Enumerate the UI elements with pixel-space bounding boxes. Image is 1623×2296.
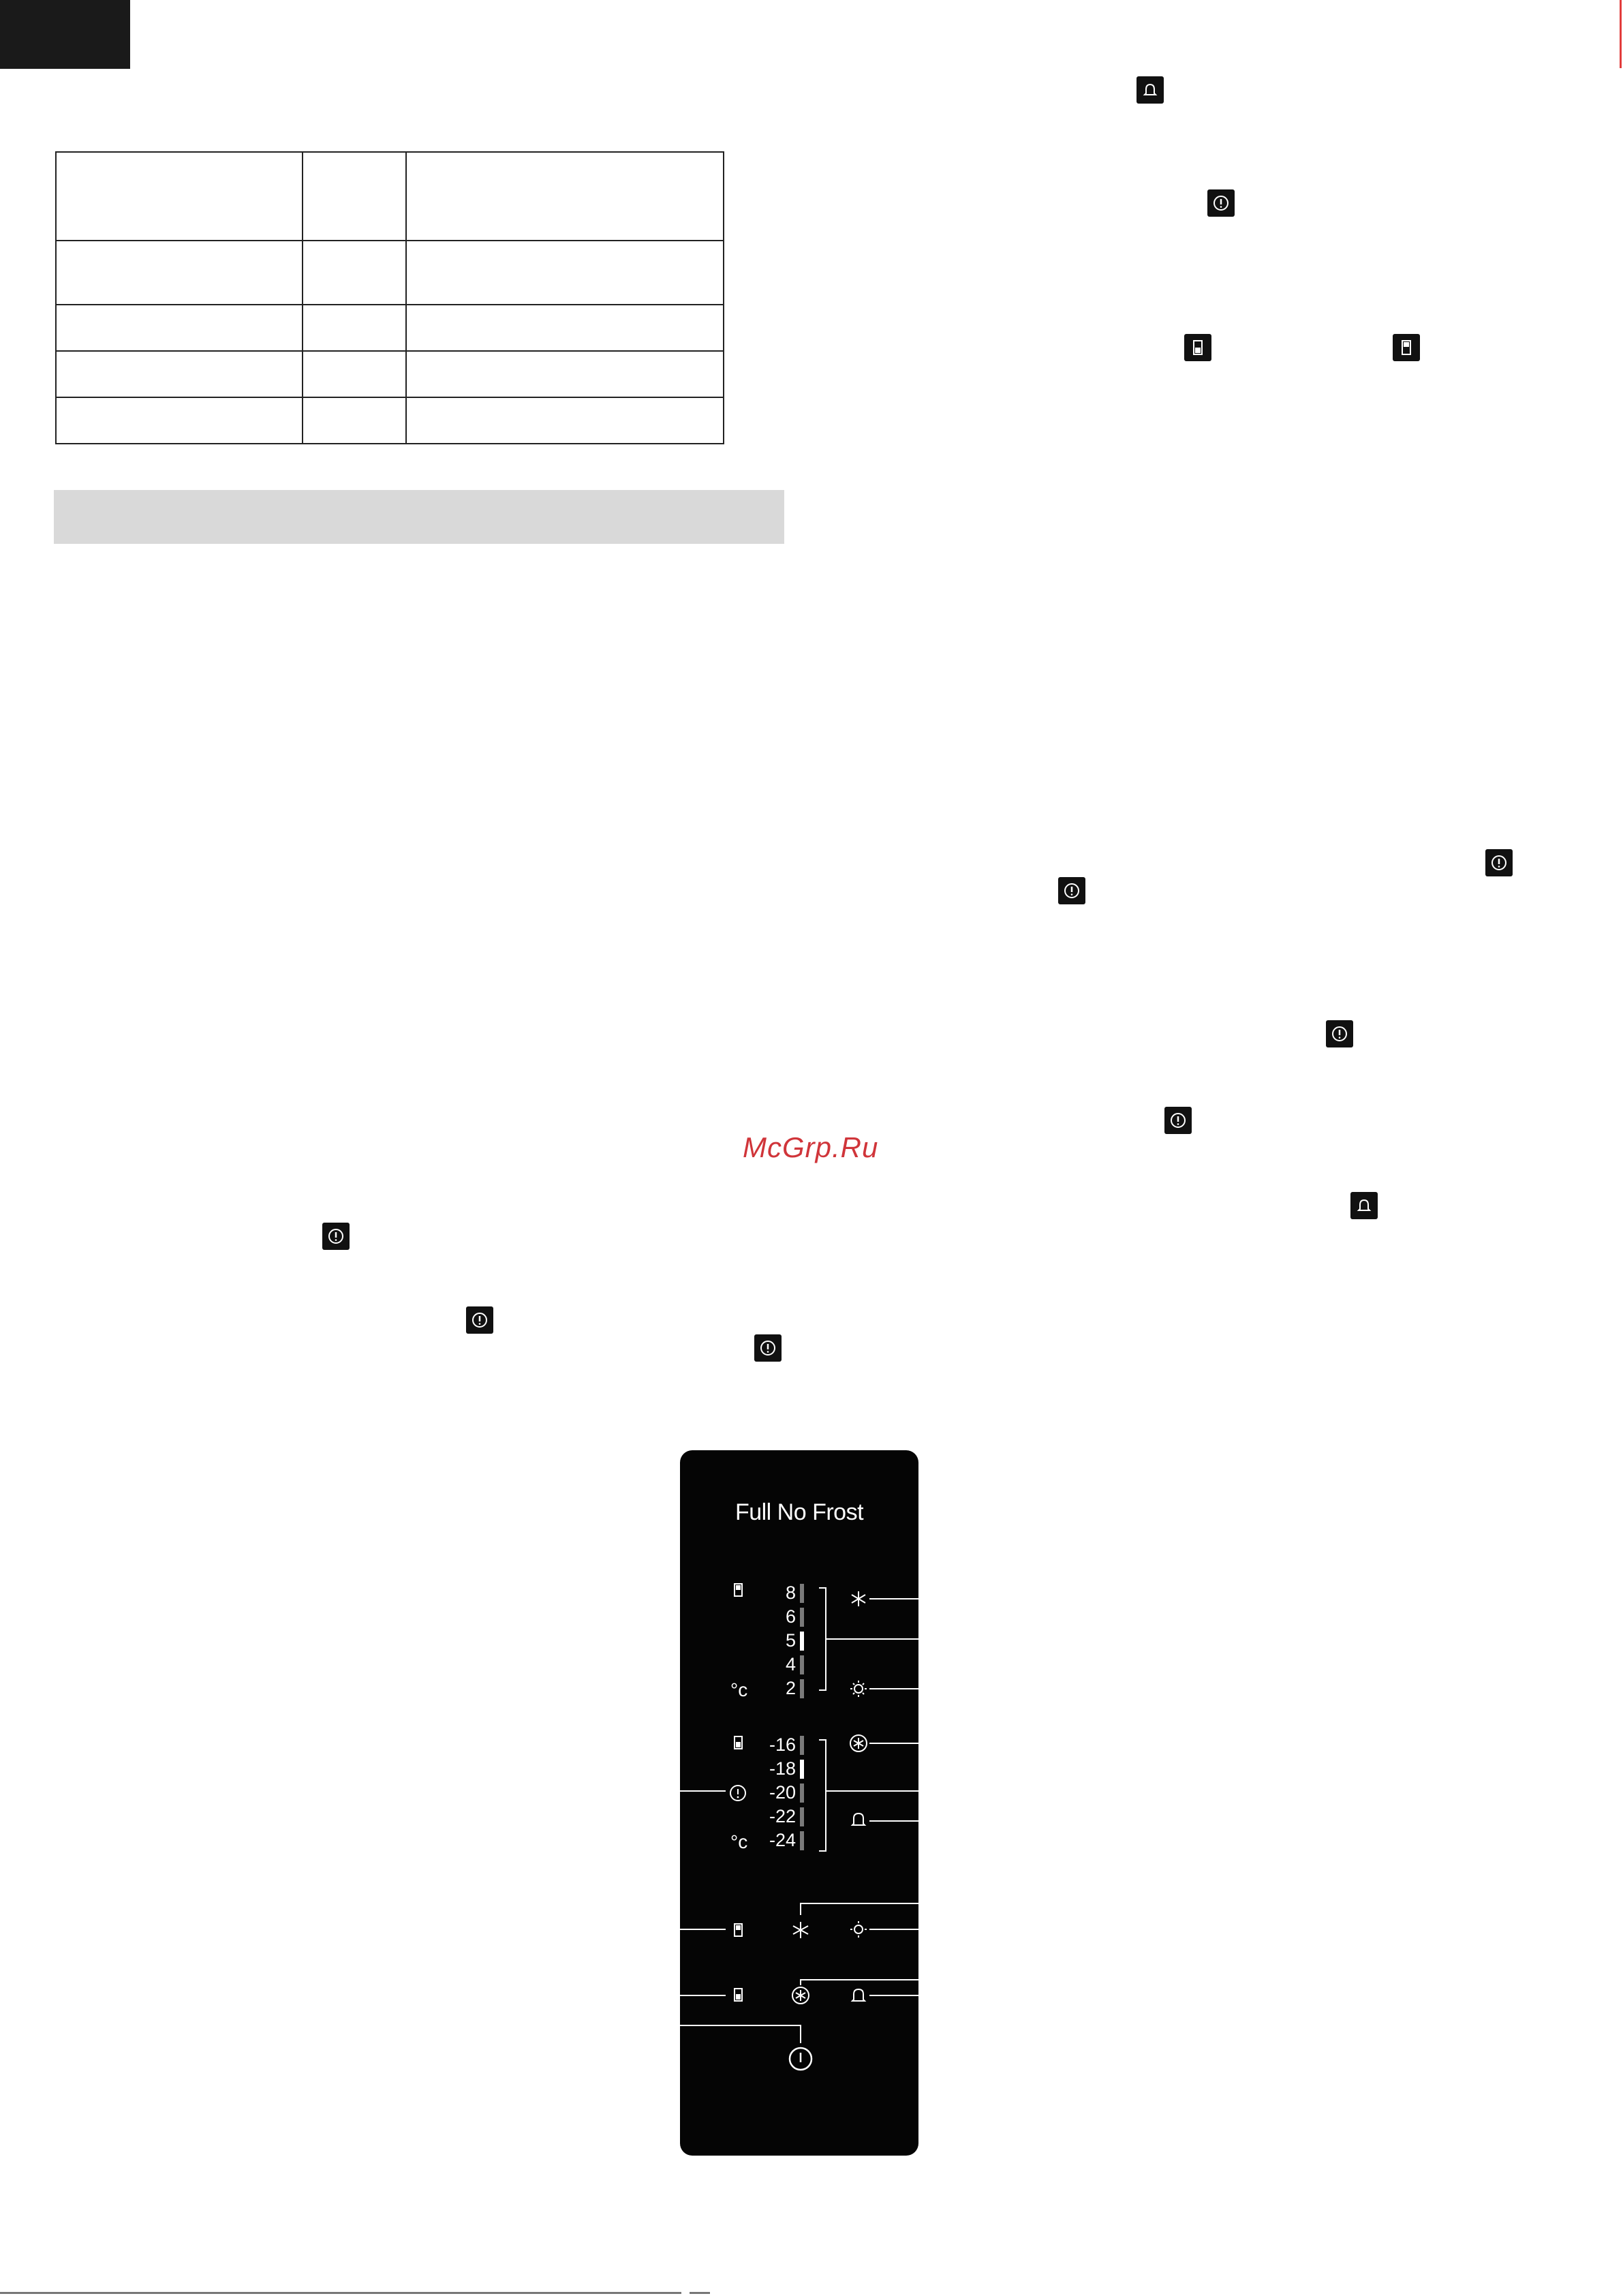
sun-icon <box>850 1681 867 1697</box>
bell-icon <box>1137 76 1164 104</box>
table-cell <box>406 397 724 444</box>
table-row <box>56 305 724 351</box>
table-row <box>56 397 724 444</box>
super-cool-button-icon <box>793 1922 808 1938</box>
panel-graphics <box>640 1450 961 2159</box>
fridge-temp-label: 8 <box>785 1582 796 1603</box>
freezer-temp-label: -22 <box>769 1806 796 1826</box>
table-row <box>56 351 724 397</box>
freezer-button-icon <box>735 1989 742 2001</box>
freezer-temp-label: -20 <box>769 1782 796 1803</box>
freezer-compartment-icon <box>1184 334 1211 361</box>
table-cell <box>406 152 724 241</box>
power-icon <box>1058 877 1085 904</box>
fridge-indicator-icon <box>735 1584 742 1596</box>
power-icon <box>1164 1107 1192 1134</box>
power-icon <box>1485 849 1513 876</box>
fridge-button-icon <box>735 1924 742 1936</box>
page-corner-tab <box>0 0 130 69</box>
table-cell <box>56 305 303 351</box>
fridge-unit-label: °c <box>730 1679 748 1700</box>
freezer-temp-label: -18 <box>769 1758 796 1779</box>
super-cool-icon <box>852 1591 865 1606</box>
table-cell <box>406 351 724 397</box>
bell-icon <box>852 1813 865 1825</box>
alarm-indicator-icon <box>730 1786 745 1801</box>
super-freeze-button-icon <box>792 1987 809 2004</box>
fridge-compartment-icon <box>1393 334 1420 361</box>
table-cell <box>303 351 406 397</box>
footer-rule <box>690 2292 710 2294</box>
table-cell <box>56 397 303 444</box>
section-heading-bar <box>54 490 784 544</box>
power-icon <box>754 1334 782 1362</box>
page-edge-mark <box>1620 0 1622 68</box>
table-row <box>56 241 724 305</box>
table-cell <box>303 152 406 241</box>
fridge-temp-label: 5 <box>785 1630 796 1651</box>
table-cell <box>406 241 724 305</box>
power-icon <box>1207 189 1235 217</box>
table-cell <box>303 397 406 444</box>
freezer-unit-label: °c <box>730 1831 748 1852</box>
power-icon <box>322 1223 350 1250</box>
table-cell <box>56 241 303 305</box>
freezer-temp-label: -16 <box>769 1734 796 1755</box>
table-row <box>56 152 724 241</box>
table-cell <box>303 241 406 305</box>
freezer-temp-label: -24 <box>769 1830 796 1850</box>
table-cell <box>56 152 303 241</box>
power-button-icon <box>790 2048 812 2070</box>
fridge-temp-label: 2 <box>785 1678 796 1698</box>
fridge-temp-label: 4 <box>785 1654 796 1674</box>
eco-button-icon <box>850 1921 867 1938</box>
panel-title: Full No Frost <box>735 1499 864 1525</box>
table-cell <box>303 305 406 351</box>
power-icon <box>1326 1020 1353 1047</box>
table-cell <box>56 351 303 397</box>
footer-rule <box>0 2292 681 2294</box>
freezer-indicator-icon <box>735 1736 742 1749</box>
super-freeze-icon <box>850 1735 867 1751</box>
power-icon <box>466 1306 493 1334</box>
fridge-temp-label: 6 <box>785 1606 796 1627</box>
table-cell <box>406 305 724 351</box>
watermark: McGrp.Ru <box>743 1131 879 1163</box>
bell-icon <box>1350 1192 1378 1219</box>
alarm-button-icon <box>852 1989 865 2001</box>
spec-table <box>55 151 724 444</box>
